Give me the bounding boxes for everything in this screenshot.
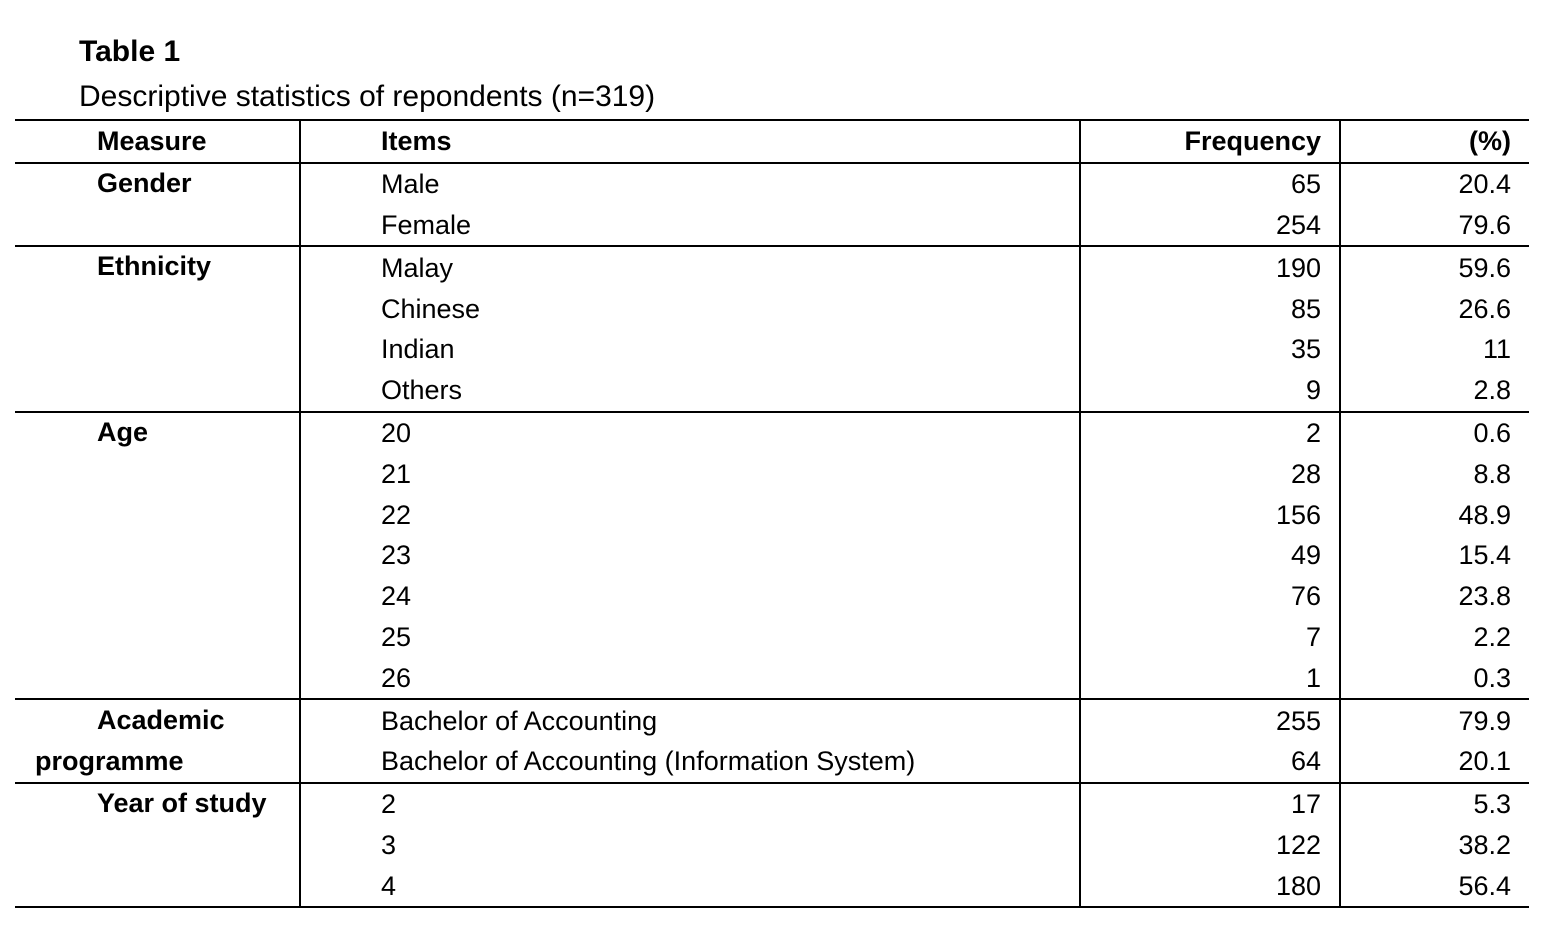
percent-cell: 15.4: [1458, 540, 1511, 571]
item-cell: Malay: [300, 246, 1080, 288]
percent-cell: 5.3: [1473, 789, 1511, 820]
frequency-cell: 64: [1080, 741, 1340, 783]
percent-cell: 8.8: [1473, 458, 1511, 489]
measure-label: Age: [15, 412, 300, 700]
percent-cell: 48.9: [1458, 499, 1511, 530]
item-cell: 22: [300, 494, 1080, 535]
frequency-cell: 190: [1080, 246, 1340, 288]
frequency-cell: 9: [1080, 370, 1340, 412]
item-cell: Male: [300, 163, 1080, 205]
frequency-cell: 28: [1080, 453, 1340, 494]
percent-cell: 56.4: [1340, 865, 1529, 907]
item-cell: 4: [300, 865, 1080, 907]
frequency-cell: 255: [1080, 699, 1340, 741]
column-header-measure: Measure: [15, 120, 300, 163]
column-header-percent: (%): [1340, 120, 1529, 163]
measure-label-line2: programme: [35, 745, 184, 776]
measure-label: [15, 699, 300, 783]
group-ethnicity: [15, 246, 1529, 411]
table-row: [15, 783, 1529, 825]
frequency-cell: 2: [1080, 412, 1340, 454]
percent-cell: 23.8: [1458, 581, 1511, 612]
frequency-cell: 35: [1080, 329, 1340, 370]
table-row: [15, 699, 1529, 741]
frequency-cell: 85: [1080, 288, 1340, 329]
percent-cell: 2.2: [1473, 621, 1511, 652]
item-cell: 24: [300, 576, 1080, 617]
frequency-cell: 254: [1080, 205, 1340, 247]
percent-cell: 79.6: [1340, 205, 1529, 247]
table-row: [15, 163, 1529, 205]
item-cell: Bachelor of Accounting (Information System): [300, 741, 1080, 783]
item-cell: 25: [300, 617, 1080, 658]
percent-cell: 0.3: [1340, 657, 1529, 699]
frequency-cell: 122: [1080, 825, 1340, 866]
table-number: Table 1: [79, 35, 181, 68]
frequency-cell: 76: [1080, 576, 1340, 617]
percent-cell: 0.6: [1473, 417, 1511, 448]
item-cell: Female: [300, 205, 1080, 247]
frequency-cell: 7: [1080, 617, 1340, 658]
descriptive-statistics-table: [15, 119, 1529, 908]
item-cell: 20: [300, 412, 1080, 454]
group-year-of-study: [15, 783, 1529, 907]
column-header-frequency: Frequency: [1080, 120, 1340, 163]
item-cell: 21: [300, 453, 1080, 494]
table-title: Descriptive statistics of repondents (n=319): [79, 80, 656, 113]
percent-cell: 20.1: [1340, 741, 1529, 783]
frequency-cell: 180: [1080, 865, 1340, 907]
percent-cell: 2.8: [1340, 370, 1529, 412]
percent-cell: 38.2: [1458, 829, 1511, 860]
percent-cell: 26.6: [1458, 293, 1511, 324]
measure-label-line1: Academic: [97, 705, 225, 736]
item-cell: 3: [300, 825, 1080, 866]
frequency-cell: 49: [1080, 535, 1340, 576]
header-row: [15, 120, 1529, 163]
table-row: [15, 246, 1529, 288]
item-cell: Others: [300, 370, 1080, 412]
percent-cell: 59.6: [1458, 252, 1511, 283]
frequency-cell: 1: [1080, 657, 1340, 699]
frequency-cell: 17: [1080, 783, 1340, 825]
group-gender: [15, 163, 1529, 247]
measure-label: Ethnicity: [15, 246, 300, 411]
group-academic-programme: [15, 699, 1529, 783]
measure-label: Year of study: [15, 783, 300, 907]
item-cell: Chinese: [300, 288, 1080, 329]
item-cell: 26: [300, 657, 1080, 699]
item-cell: Indian: [300, 329, 1080, 370]
frequency-cell: 156: [1080, 494, 1340, 535]
percent-cell: 79.9: [1458, 705, 1511, 736]
item-cell: 2: [300, 783, 1080, 825]
group-age: [15, 412, 1529, 700]
table-row: [15, 412, 1529, 454]
frequency-cell: 65: [1080, 163, 1340, 205]
percent-cell: 11: [1482, 334, 1511, 365]
column-header-items: Items: [300, 120, 1080, 163]
percent-cell: 20.4: [1458, 169, 1511, 200]
item-cell: Bachelor of Accounting: [300, 699, 1080, 741]
item-cell: 23: [300, 535, 1080, 576]
measure-label: Gender: [15, 163, 300, 247]
